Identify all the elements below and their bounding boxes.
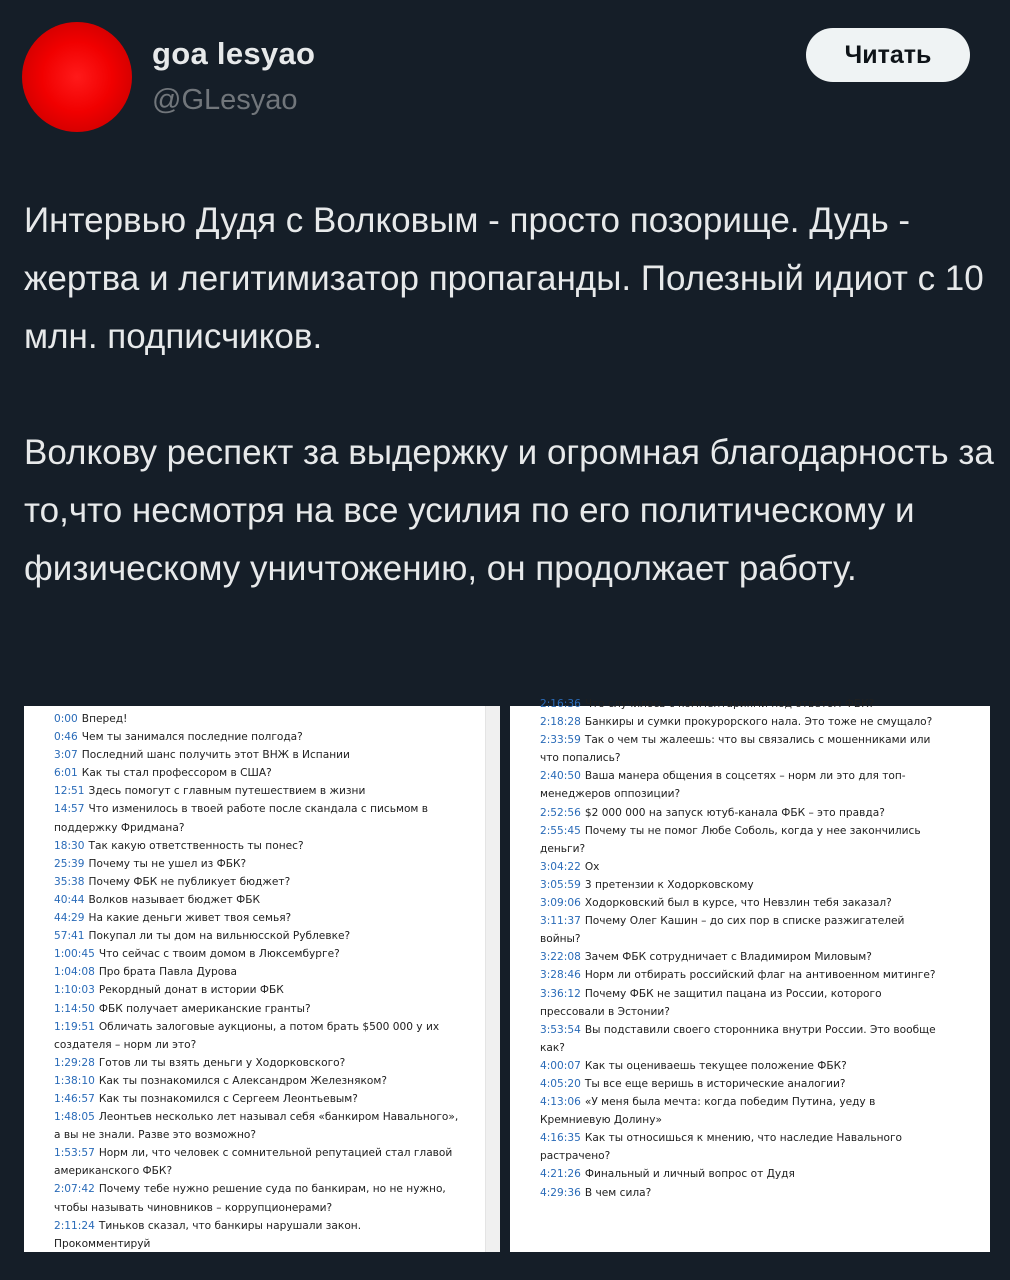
timecode-item	[54, 764, 459, 782]
timecode-item	[54, 981, 459, 999]
timecode-title: Так какую ответственность ты понес?	[88, 839, 304, 852]
timecode-title: Покупал ли ты дом на вильнюсской Рублевке?	[88, 930, 351, 943]
timecode-item	[54, 782, 459, 800]
timecode-item	[54, 728, 459, 746]
timecode-link[interactable]: 1:19:51	[54, 1020, 95, 1033]
timecode-link[interactable]: 3:07	[54, 749, 78, 762]
timecode-link[interactable]: 4:13:06	[540, 1096, 581, 1109]
timecode-link[interactable]: 3:28:46	[540, 969, 581, 982]
tweet-paragraph: Волкову респект за выдержку и огромная благодарность за то,что несмотря на все усилия по его политическому и физическому уничтожению, он продолжает работу.	[24, 433, 994, 588]
timecode-title: Почему ты не помог Любе Соболь, когда у нее закончились деньги?	[540, 824, 921, 855]
timecode-link[interactable]: 1:10:03	[54, 984, 95, 997]
timecode-item	[540, 1093, 940, 1129]
timecodes-screenshot-left[interactable]	[24, 706, 500, 1252]
timecode-item	[54, 1108, 459, 1144]
timecode-item	[540, 894, 940, 912]
tweet-text	[24, 192, 994, 598]
timecode-title: Почему ты не ушел из ФБК?	[88, 857, 247, 870]
timecode-title: Что случилось с комментариями под ответом ФБК?	[584, 698, 875, 710]
timecode-item	[540, 822, 940, 858]
timecode-link[interactable]: 2:40:50	[540, 770, 581, 783]
timecode-title: $2 000 000 на запуск ютуб-канала ФБК – это правда?	[584, 806, 885, 819]
tweet-paragraph: Интервью Дудя с Волковым - просто позорище. Дудь - жертва и легитимизатор пропаганды. Полезный идиот с 10 млн. подписчиков.	[24, 201, 984, 356]
timecode-title: Банкиры и сумки прокурорского нала. Это тоже не смущало?	[584, 716, 933, 729]
timecode-link[interactable]: 3:04:22	[540, 860, 581, 873]
timecode-item	[540, 804, 940, 822]
timecode-title: Леонтьев несколько лет называл себя «банкиром Навального», а вы не знали. Разве это возможно?	[54, 1111, 459, 1142]
timecode-item	[54, 909, 459, 927]
timecode-title: Чем ты занимался последние полгода?	[81, 731, 303, 744]
timecode-link[interactable]: 57:41	[54, 930, 85, 943]
timecode-item	[540, 966, 940, 984]
timecode-title: Почему ФБК не публикует бюджет?	[88, 875, 291, 888]
timecode-title: Норм ли, что человек с сомнительной репутацией стал главой американского ФБК?	[54, 1147, 453, 1178]
scrollbar	[485, 706, 500, 1252]
timecode-link[interactable]: 2:55:45	[540, 824, 581, 837]
timecode-item	[540, 985, 940, 1021]
timecode-title: Про брата Павла Дурова	[98, 966, 237, 979]
timecode-item	[540, 1057, 940, 1075]
timecode-item	[540, 948, 940, 966]
timecode-link[interactable]: 0:00	[54, 713, 78, 725]
avatar[interactable]	[22, 22, 132, 132]
timecode-item	[540, 1021, 940, 1057]
timecode-item	[54, 800, 459, 836]
timecode-item	[54, 963, 459, 981]
timecode-link[interactable]: 1:48:05	[54, 1111, 95, 1124]
timecode-item	[54, 1144, 459, 1180]
timecode-list	[540, 695, 990, 1202]
timecode-link[interactable]: 2:52:56	[540, 806, 581, 819]
timecode-link[interactable]: 44:29	[54, 912, 85, 925]
timecode-link[interactable]: 3:53:54	[540, 1023, 581, 1036]
timecode-title: Так о чем ты жалеешь: что вы связались с мошенниками или что попались?	[540, 734, 931, 765]
timecode-item	[540, 713, 940, 731]
timecode-title: Ваша манера общения в соцсетях – норм ли это для топ-менеджеров оппозиции?	[540, 770, 906, 801]
timecode-link[interactable]: 25:39	[54, 857, 85, 870]
timecode-item	[54, 927, 459, 945]
timecode-link[interactable]: 3:05:59	[540, 878, 581, 891]
timecode-title: 3 претензии к Ходорковскому	[584, 878, 754, 891]
timecode-item	[540, 1129, 940, 1165]
timecodes-screenshot-right[interactable]	[510, 698, 990, 1252]
timecode-link[interactable]: 6:01	[54, 767, 78, 780]
timecode-title: Зачем ФБК сотрудничает с Владимиром Миловым?	[584, 951, 872, 964]
timecode-title: «У меня была мечта: когда победим Путина, уеду в Кремниевую Долину»	[540, 1096, 876, 1127]
timecode-item	[54, 1180, 459, 1216]
timecode-item	[54, 1000, 459, 1018]
timecode-link[interactable]: 2:11:24	[54, 1219, 95, 1232]
timecode-title: Как ты познакомился с Александром Железняком?	[98, 1074, 387, 1087]
timecode-link[interactable]: 12:51	[54, 785, 85, 798]
timecode-title: Вы подставили своего сторонника внутри России. Это вообще как?	[540, 1023, 936, 1054]
timecode-title: Финальный и личный вопрос от Дудя	[584, 1168, 795, 1181]
media-grid[interactable]	[24, 698, 990, 1252]
timecode-title: Последний шанс получить этот ВНЖ в Испании	[81, 749, 350, 762]
timecode-link[interactable]: 3:36:12	[540, 987, 581, 1000]
timecode-link[interactable]: 4:29:36	[540, 1186, 581, 1199]
comment-prompt: Прокомментируй	[54, 1237, 151, 1250]
timecode-link[interactable]: 2:07:42	[54, 1183, 95, 1196]
timecode-link[interactable]: 4:21:26	[540, 1168, 581, 1181]
timecode-link[interactable]: 3:11:37	[540, 915, 581, 928]
timecode-title: Здесь помогут с главным путешествием в жизни	[88, 785, 366, 798]
timecode-link[interactable]: 4:05:20	[540, 1077, 581, 1090]
timecode-link[interactable]: 14:57	[54, 803, 85, 816]
timecode-item	[54, 855, 459, 873]
timecode-title: Волков называет бюджет ФБК	[88, 893, 261, 906]
timecode-item	[54, 837, 459, 855]
timecode-item	[540, 731, 940, 767]
timecode-title: Рекордный донат в истории ФБК	[98, 984, 284, 997]
timecode-link[interactable]: 3:22:08	[540, 951, 581, 964]
timecode-link[interactable]: 0:46	[54, 731, 78, 744]
timecode-title: Тиньков сказал, что банкиры нарушали закон.	[98, 1219, 362, 1232]
timecode-title: Ты все еще веришь в исторические аналогии?	[584, 1077, 846, 1090]
timecode-title: Почему Олег Кашин – до сих пор в списке разжигателей войны?	[540, 915, 905, 946]
timecode-item	[54, 746, 459, 764]
timecode-link[interactable]: 1:00:45	[54, 948, 95, 961]
timecode-title: Как ты познакомился с Сергеем Леонтьевым?	[98, 1092, 358, 1105]
timecode-item	[540, 1075, 940, 1093]
timecode-item	[54, 1072, 459, 1090]
timecode-title: Готов ли ты взять деньги у Ходорковского?	[98, 1056, 346, 1069]
timecode-link[interactable]: 1:46:57	[54, 1092, 95, 1105]
timecode-title: В чем сила?	[584, 1186, 652, 1199]
timecode-link[interactable]: 2:33:59	[540, 734, 581, 747]
timecode-link[interactable]: 4:00:07	[540, 1059, 581, 1072]
timecode-item	[540, 1165, 940, 1183]
timecode-item	[540, 912, 940, 948]
timecode-item	[540, 695, 940, 713]
timecode-item	[54, 1090, 459, 1108]
timecode-link[interactable]: 40:44	[54, 893, 85, 906]
timecode-item	[54, 1217, 459, 1235]
timecode-link[interactable]: 3:09:06	[540, 897, 581, 910]
timecode-title: Обличать залоговые аукционы, а потом брать $500 000 у их создателя – норм ли это?	[54, 1020, 440, 1051]
timecode-title: Что изменилось в твоей работе после скандала с письмом в поддержку Фридмана?	[54, 803, 429, 834]
timecode-item	[540, 858, 940, 876]
timecode-link[interactable]: 4:16:35	[540, 1132, 581, 1145]
timecode-link[interactable]: 1:38:10	[54, 1074, 95, 1087]
timecode-title: Ох	[584, 860, 600, 873]
author-handle[interactable]: @GLesyao	[152, 84, 298, 116]
timecode-link[interactable]: 1:04:08	[54, 966, 95, 979]
read-button[interactable]: Читать	[806, 28, 970, 82]
timecode-item	[54, 873, 459, 891]
timecode-item	[54, 710, 459, 728]
timecode-item	[540, 1184, 940, 1202]
timecode-link[interactable]: 1:14:50	[54, 1002, 95, 1015]
timecode-title: Вперед!	[81, 713, 128, 725]
timecode-title: На какие деньги живет твоя семья?	[88, 912, 292, 925]
timecode-title: Ходорковский был в курсе, что Невзлин тебя заказал?	[584, 897, 892, 910]
timecode-link[interactable]: 2:18:28	[540, 716, 581, 729]
timecode-title: ФБК получает американские гранты?	[98, 1002, 311, 1015]
timecode-link[interactable]: 2:16:36	[540, 698, 581, 710]
author-name[interactable]: goa lesyao	[152, 36, 316, 71]
timecode-link[interactable]: 35:38	[54, 875, 85, 888]
timecode-link[interactable]: 1:29:28	[54, 1056, 95, 1069]
timecode-item	[540, 767, 940, 803]
timecode-item	[54, 891, 459, 909]
timecode-link[interactable]: 1:53:57	[54, 1147, 95, 1160]
timecode-item	[54, 1054, 459, 1072]
timecode-item	[54, 945, 459, 963]
timecode-title: Как ты относишься к мнению, что наследие Навального растрачено?	[540, 1132, 903, 1163]
timecode-title: Как ты оцениваешь текущее положение ФБК?	[584, 1059, 847, 1072]
timecode-list	[54, 710, 500, 1235]
timecode-title: Что сейчас с твоим домом в Люксембурге?	[98, 948, 340, 961]
timecode-title: Норм ли отбирать российский флаг на антивоенном митинге?	[584, 969, 936, 982]
timecode-link[interactable]: 18:30	[54, 839, 85, 852]
timecode-item	[540, 876, 940, 894]
timecode-title: Почему тебе нужно решение суда по банкирам, но не нужно, чтобы называть чиновников – коррупционерами?	[54, 1183, 446, 1214]
timecode-title: Почему ФБК не защитил пацана из России, которого прессовали в Эстонии?	[540, 987, 882, 1018]
timecode-item	[54, 1018, 459, 1054]
timecode-title: Как ты стал профессором в США?	[81, 767, 272, 780]
